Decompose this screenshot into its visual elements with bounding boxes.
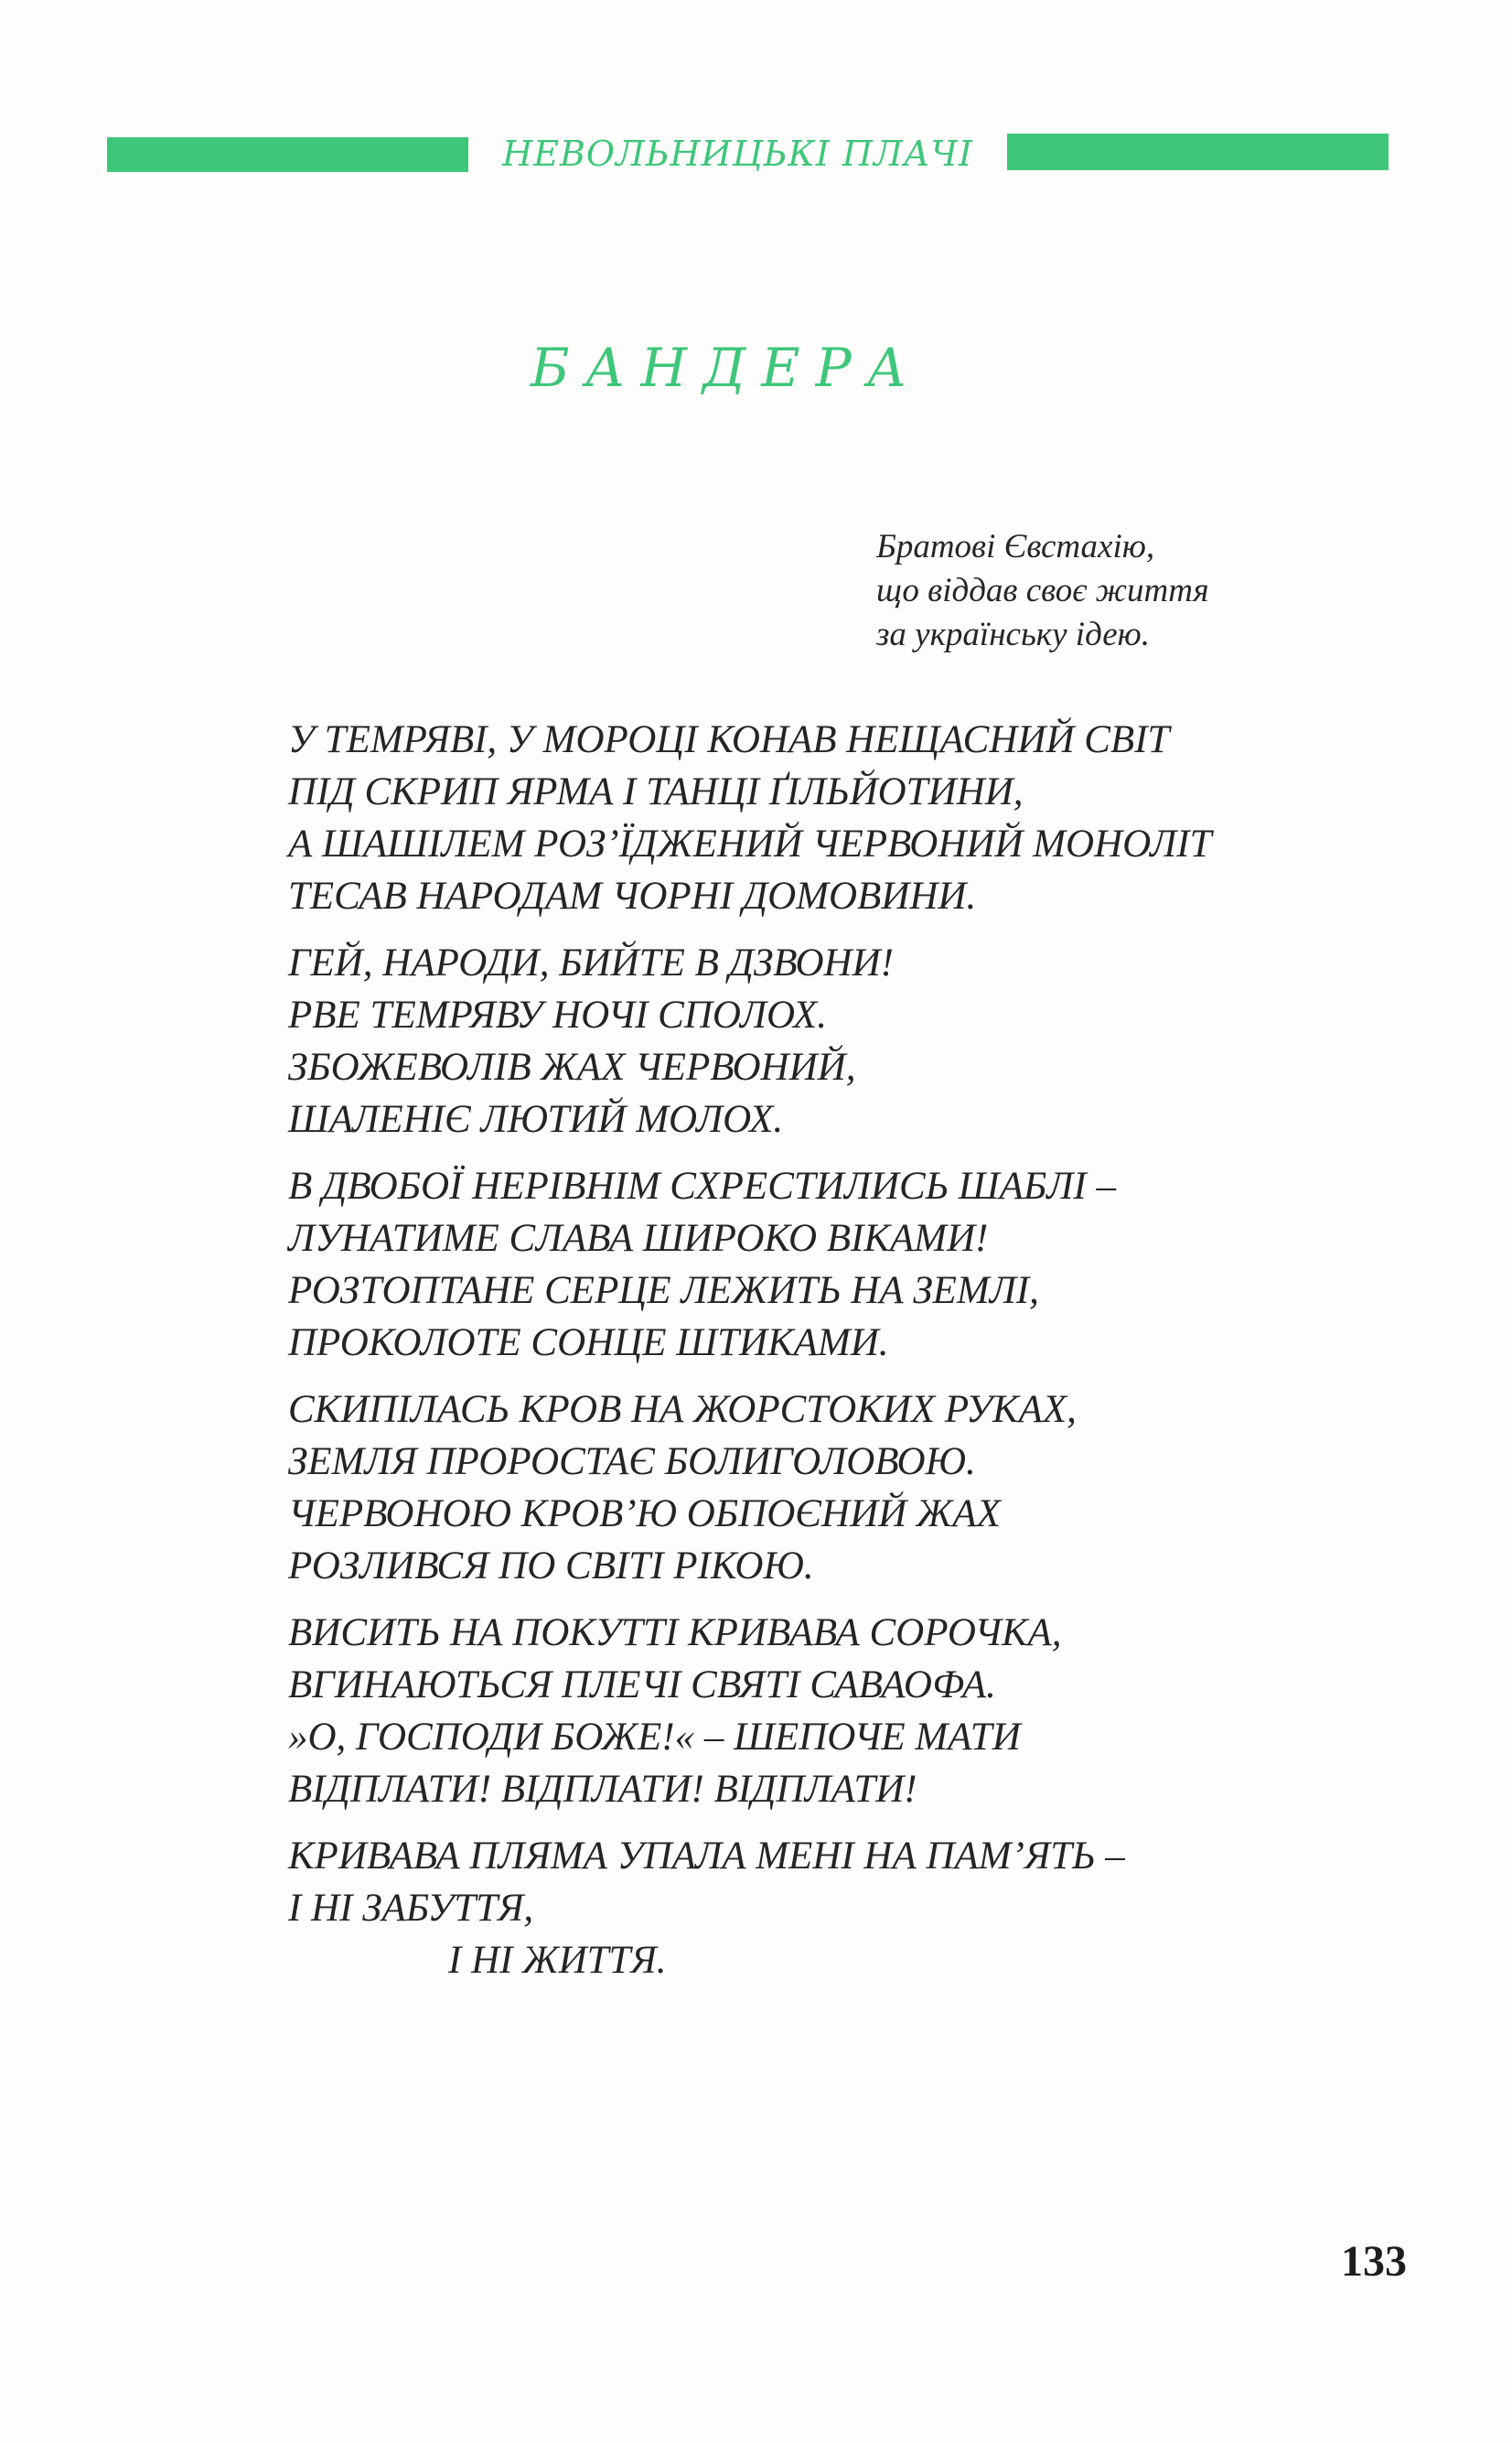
verse-line: ВИСИТЬ НА ПОКУТТІ КРИВАВА СОРОЧКА, xyxy=(288,1611,1062,1654)
poem-title: БАНДЕРА xyxy=(531,337,923,399)
verse-line: В ДВОБОЇ НЕРІВНІМ СХРЕСТИЛИСЬ ШАБЛІ – xyxy=(288,1165,1116,1208)
dedication xyxy=(876,525,1352,657)
verse-line: ЧЕРВОНОЮ КРОВ’Ю ОБПОЄНИЙ ЖАХ xyxy=(288,1492,1001,1535)
page-number: 133 xyxy=(1341,2237,1407,2286)
verse-line: ШАЛЕНІЄ ЛЮТИЙ МОЛОХ. xyxy=(288,1098,784,1141)
verse-line: ВІДПЛАТИ! ВІДПЛАТИ! ВІДПЛАТИ! xyxy=(288,1768,917,1811)
verse-line: РОЗТОПТАНЕ СЕРЦЕ ЛЕЖИТЬ НА ЗЕМЛІ, xyxy=(288,1269,1039,1312)
header-bar-right xyxy=(1007,134,1389,170)
verse-line: ЗЕМЛЯ ПРОРОСТАЄ БОЛИГОЛОВОЮ. xyxy=(288,1440,976,1483)
verse-line: ЗБОЖЕВОЛІВ ЖАХ ЧЕРВОНИЙ, xyxy=(288,1046,856,1089)
verse-line: ПРОКОЛОТЕ СОНЦЕ ШТИКАМИ. xyxy=(288,1321,889,1364)
verse-line: КРИВАВА ПЛЯМА УПАЛА МЕНІ НА ПАМ’ЯТЬ – xyxy=(288,1835,1125,1878)
verse-line: ВГИНАЮТЬСЯ ПЛЕЧІ СВЯТІ САВАОФА. xyxy=(288,1663,996,1706)
verse-line: РОЗЛИВСЯ ПО СВІТІ РІКОЮ. xyxy=(288,1544,814,1587)
stanza-5 xyxy=(288,1607,1386,1815)
verse-line: ПІД СКРИП ЯРМА І ТАНЦІ ҐІЛЬЙОТИНИ, xyxy=(288,770,1024,813)
verse-line: ГЕЙ, НАРОДИ, БИЙТЕ В ДЗВОНИ! xyxy=(288,942,894,985)
header-bar-left xyxy=(107,137,468,172)
verse-line: І НІ ЗАБУТТЯ, xyxy=(288,1887,534,1930)
verse-line: »О, ГОСПОДИ БОЖЕ!« – ШЕПОЧЕ МАТИ xyxy=(288,1716,1021,1759)
verse-line: ЛУНАТИМЕ СЛАВА ШИРОКО ВІКАМИ! xyxy=(288,1217,989,1260)
verse-line: РВЕ ТЕМРЯВУ НОЧІ СПОЛОХ. xyxy=(288,994,827,1037)
stanza-2 xyxy=(288,937,1386,1146)
verse-line: А ШАШІЛЕМ РОЗ’ЇДЖЕНИЙ ЧЕРВОНИЙ МОНОЛІТ xyxy=(288,823,1212,866)
poem-body xyxy=(288,714,1386,2001)
dedication-line: що віддав своє життя xyxy=(876,572,1209,609)
stanza-6 xyxy=(288,1830,1386,1986)
verse-line: І НІ ЖИТТЯ. xyxy=(448,1939,667,1982)
running-head: НЕВОЛЬНИЦЬКІ ПЛАЧІ xyxy=(502,134,973,174)
verse-line: СКИПІЛАСЬ КРОВ НА ЖОРСТОКИХ РУКАХ, xyxy=(288,1388,1077,1431)
dedication-line: Братові Євстахію, xyxy=(876,528,1155,565)
stanza-4 xyxy=(288,1383,1386,1592)
stanza-3 xyxy=(288,1160,1386,1369)
dedication-line: за українську ідею. xyxy=(876,616,1150,653)
stanza-1 xyxy=(288,714,1386,922)
verse-line: У ТЕМРЯВІ, У МОРОЦІ КОНАВ НЕЩАСНИЙ СВІТ xyxy=(288,718,1170,761)
verse-line: ТЕСАВ НАРОДАМ ЧОРНІ ДОМОВИНИ. xyxy=(288,875,977,918)
